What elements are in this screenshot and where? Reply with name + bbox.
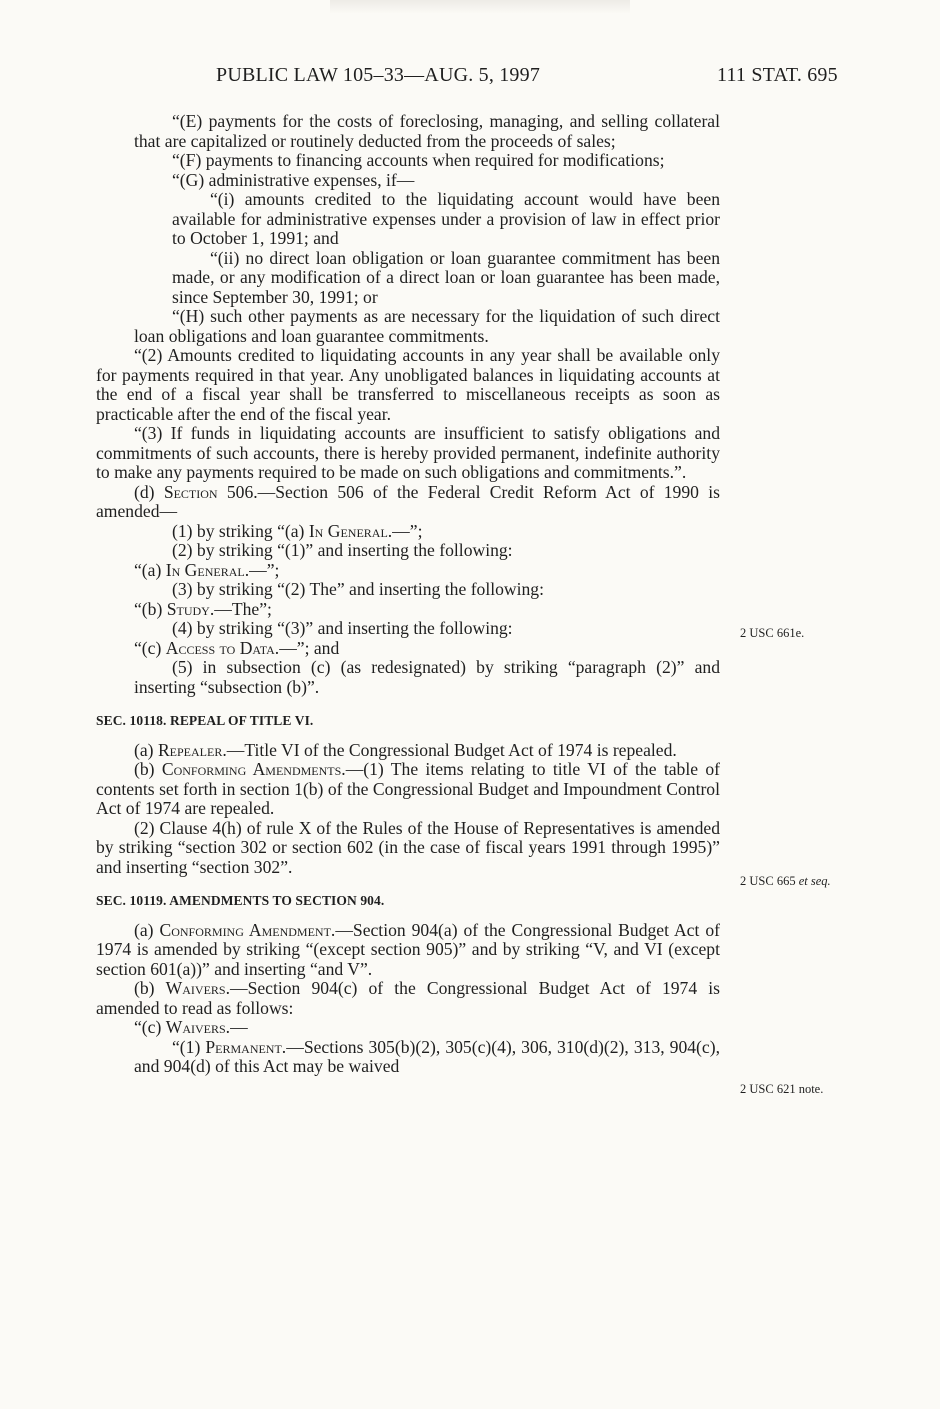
s18a-heading: Repealer. bbox=[157, 739, 227, 760]
section-10119-heading: SEC. 10119. AMENDMENTS TO SECTION 904. bbox=[96, 893, 385, 908]
inserted-b-lead: “(b) bbox=[134, 598, 167, 619]
inserted-a-lead: “(a) bbox=[134, 559, 166, 580]
subsection-d-heading: Section 506. bbox=[163, 481, 258, 502]
section-10118-heading: SEC. 10118. REPEAL OF TITLE VI. bbox=[96, 713, 314, 728]
amendment-4: (4) by striking “(3)” and inserting the following: bbox=[172, 618, 513, 638]
clause-g-ii: “(ii) no direct loan obligation or loan guarantee commitment has been made, or any modification of a direct loan or loan guarantee has been made, since September 30, 1991; or bbox=[172, 247, 720, 307]
margin-note-661e: 2 USC 661e. bbox=[740, 626, 805, 640]
section-10119-c1 bbox=[96, 1038, 720, 1077]
margin-note-621: 2 USC 621 note. bbox=[740, 1082, 824, 1096]
s19a-heading: Conforming Amendment. bbox=[159, 919, 336, 940]
margin-note-665-italic: et seq. bbox=[798, 874, 831, 888]
s18b-heading: Conforming Amendments. bbox=[161, 759, 346, 779]
subsection-d bbox=[96, 483, 720, 522]
header-law-citation: PUBLIC LAW 105–33—AUG. 5, 1997 bbox=[216, 64, 541, 86]
s19c-lead: “(c) bbox=[134, 1017, 166, 1037]
paragraph-e: “(E) payments for the costs of foreclosing, managing, and selling collateral that are capitalized or routinely deducted from the proceeds of sales; bbox=[134, 111, 720, 151]
s19a-text: —Section 904(a) of the Congressional Budget Act of 1974 is amended by striking “(except section 905)” and by striking “V, and VI (except section 601(a))” and inserting “and V”. bbox=[96, 919, 720, 979]
amendment-2: (2) by striking “(1)” and inserting the following: bbox=[172, 540, 513, 560]
s18b-text: —(1) The items relating to title VI of the table of contents set forth in section 1(b) of the Congressional Budget and Impoundment Control Act of 1974 are repealed. bbox=[96, 759, 720, 818]
paragraph-h: “(H) such other payments as are necessary for the liquidation of such direct loan obligations and loan guarantee commitments. bbox=[134, 306, 720, 346]
paragraph-2: “(2) Amounts credited to liquidating accounts in any year shall be available only for payments required in that year. Any unobligated balances in liquidating accounts at the end of a fiscal year shall be transferred to miscellaneous receipts as soon as practicable after the end of the fiscal year. bbox=[96, 345, 720, 424]
inserted-a-end: —”; bbox=[249, 559, 280, 580]
section-10119-b bbox=[96, 979, 720, 1018]
section-10119-c bbox=[96, 1018, 720, 1038]
amendment-1-end: —”; bbox=[392, 520, 423, 541]
inserted-text-c bbox=[96, 639, 720, 659]
s18a-text: —Title VI of the Congressional Budget Act of 1974 is repealed. bbox=[226, 739, 677, 760]
s19b-lead: (b) bbox=[134, 978, 166, 998]
s18a-lead: (a) bbox=[134, 739, 158, 760]
s19c1-lead: “(1) bbox=[172, 1036, 206, 1057]
inserted-c-lead: “(c) bbox=[134, 637, 166, 658]
inserted-text-b bbox=[96, 600, 720, 620]
inserted-text-a bbox=[96, 561, 720, 581]
amendment-1-heading: In General. bbox=[308, 520, 393, 541]
amendment-1 bbox=[96, 522, 720, 542]
inserted-b-heading: Study. bbox=[166, 598, 215, 619]
paragraph-f: “(F) payments to financing accounts when required for modifications; bbox=[172, 150, 665, 170]
margin-note-665-text: 2 USC 665 bbox=[740, 874, 799, 888]
inserted-b-end: —The”; bbox=[214, 598, 272, 619]
margin-note-665 bbox=[740, 874, 831, 889]
amendment-5: (5) in subsection (c) (as redesignated) by striking “paragraph (2)” and inserting “subsection (b)”. bbox=[134, 657, 720, 697]
header-stat-page: 111 STAT. 695 bbox=[717, 64, 838, 86]
paragraph-3: “(3) If funds in liquidating accounts are insufficient to satisfy obligations and commitments of such accounts, there is hereby provided permanent, indefinite authority to make any payments required to be made on such obligations and commitments.”. bbox=[96, 423, 720, 482]
scan-artifact bbox=[330, 0, 630, 14]
section-10118-a bbox=[96, 741, 720, 761]
inserted-c-heading: Access to Data. bbox=[165, 637, 280, 658]
s19c-heading: Waivers. bbox=[165, 1017, 231, 1037]
s19c1-text: —Sections 305(b)(2), 305(c)(4), 306, 310(d)(2), 313, 904(c), and 904(d) of this Act may be waived bbox=[134, 1036, 720, 1076]
s19c1-heading: Permanent. bbox=[205, 1036, 287, 1057]
s19c-end: — bbox=[230, 1017, 248, 1037]
page-header bbox=[0, 64, 940, 90]
section-10119-a bbox=[96, 921, 720, 980]
document-body bbox=[96, 112, 720, 1077]
inserted-c-end: —”; and bbox=[279, 637, 340, 658]
subsection-d-text: —Section 506 of the Federal Credit Reform Act of 1990 is amended— bbox=[96, 481, 720, 521]
amendment-1-text: (1) by striking “(a) bbox=[172, 520, 309, 541]
subsection-d-lead: (d) bbox=[134, 481, 164, 502]
section-10118-b bbox=[96, 760, 720, 819]
amendment-3: (3) by striking “(2) The” and inserting the following: bbox=[172, 579, 544, 599]
s19b-heading: Waivers. bbox=[165, 978, 230, 998]
paragraph-g: “(G) administrative expenses, if— bbox=[172, 169, 415, 190]
clause-g-i: “(i) amounts credited to the liquidating account would have been available for administrative expenses under a provision of law in effect prior to October 1, 1991; and bbox=[172, 189, 720, 248]
inserted-a-heading: In General. bbox=[165, 559, 250, 580]
s19b-text: —Section 904(c) of the Congressional Budget Act of 1974 is amended to read as follows: bbox=[96, 978, 720, 1018]
s19a-lead: (a) bbox=[134, 919, 160, 940]
s18b-lead: (b) bbox=[134, 759, 162, 779]
section-10118-b2: (2) Clause 4(h) of rule X of the Rules of the House of Representatives is amended by striking “section 302 or section 602 (in the case of fiscal years 1991 through 1995)” and inserting “section 302”. bbox=[96, 817, 720, 877]
